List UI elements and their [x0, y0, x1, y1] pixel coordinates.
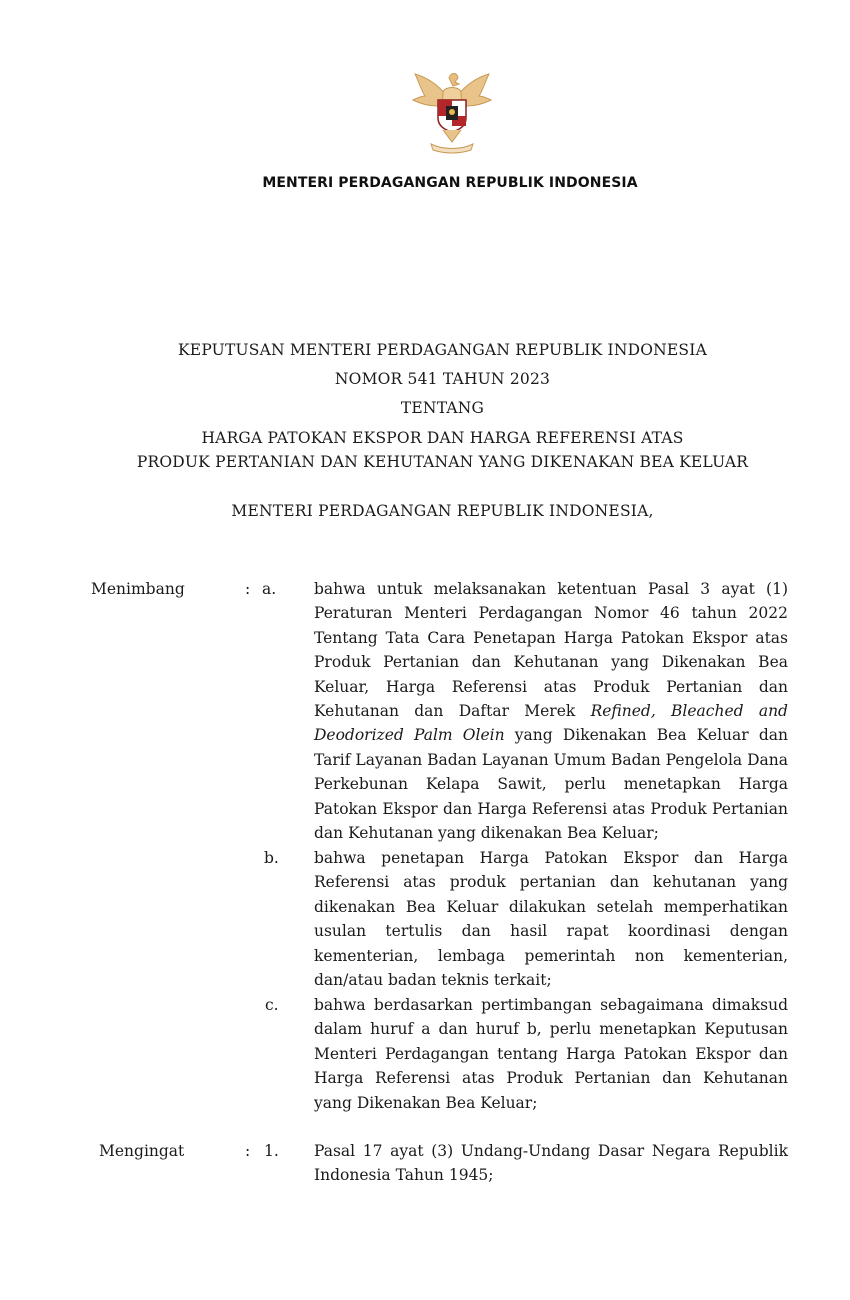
decree-number: NOMOR 541 TAHUN 2023	[334, 370, 551, 388]
item-marker-a: a.	[262, 580, 277, 598]
garuda-emblem-icon	[409, 66, 495, 156]
menimbang-item-b: bahwa penetapan Harga Patokan Ekspor dan Harga Referensi atas produk pertanian dan kehutanan yang dikenakan Bea Keluar dilakukan setelah memperhatikan usulan tertulis dan hasil rapat koordinasi dengan kementerian, lembaga pemerintah non kementerian, dan/atau badan teknis terkait;	[314, 849, 788, 990]
decree-title: KEPUTUSAN MENTERI PERDAGANGAN REPUBLIK INDONESIA	[178, 341, 707, 359]
authority-line: MENTERI PERDAGANGAN REPUBLIK INDONESIA,	[231, 502, 654, 520]
mengingat-label: Mengingat	[99, 1142, 185, 1160]
item-marker-b: b.	[264, 849, 279, 867]
menimbang-label: Menimbang	[91, 580, 185, 598]
subject-line-1: HARGA PATOKAN EKSPOR DAN HARGA REFERENSI ATAS	[201, 429, 684, 447]
menimbang-item-a: bahwa untuk melaksanakan ketentuan Pasal 3 ayat (1) Peraturan Menteri Perdagangan Nomor 46 tahun 2022 Tentang Tata Cara Penetapan Harga Patokan Ekspor atas Produk Pertanian dan Kehutanan yang Dikenakan Bea Keluar, Harga Referensi atas Produk Pertanian dan Kehutanan dan Daftar Merek Refined, Bleached and Deodorized Palm Olein yang Dikenakan Bea Keluar dan Tarif Layanan Badan Layanan Umum Badan Pengelola Dana Perkebunan Kelapa Sawit, perlu menetapkan Harga Patokan Ekspor dan Harga Referensi atas Produk Pertanian dan Kehutanan yang dikenakan Bea Keluar;	[314, 580, 789, 843]
mengingat-item-1: Pasal 17 ayat (3) Undang-Undang Dasar Negara Republik Indonesia Tahun 1945;	[314, 1142, 788, 1185]
mengingat-colon: :	[245, 1142, 251, 1160]
menimbang-item-c: bahwa berdasarkan pertimbangan sebagaimana dimaksud dalam huruf a dan huruf b, perlu menetapkan Keputusan Menteri Perdagangan tentang Harga Patokan Ekspor dan Harga Referensi atas Produk Pertanian dan Kehutanan yang Dikenakan Bea Keluar;	[314, 996, 788, 1112]
menimbang-colon: :	[245, 580, 251, 598]
item-marker-1: 1.	[264, 1142, 279, 1160]
italic-term: Refined, Bleached and Deodorized Palm Olein	[314, 702, 788, 745]
item-marker-c: c.	[265, 996, 279, 1014]
tentang-heading: TENTANG	[400, 399, 485, 417]
ministry-heading: MENTERI PERDAGANGAN REPUBLIK INDONESIA	[262, 175, 638, 191]
subject-line-2: PRODUK PERTANIAN DAN KEHUTANAN YANG DIKENAKAN BEA KELUAR	[136, 453, 749, 471]
